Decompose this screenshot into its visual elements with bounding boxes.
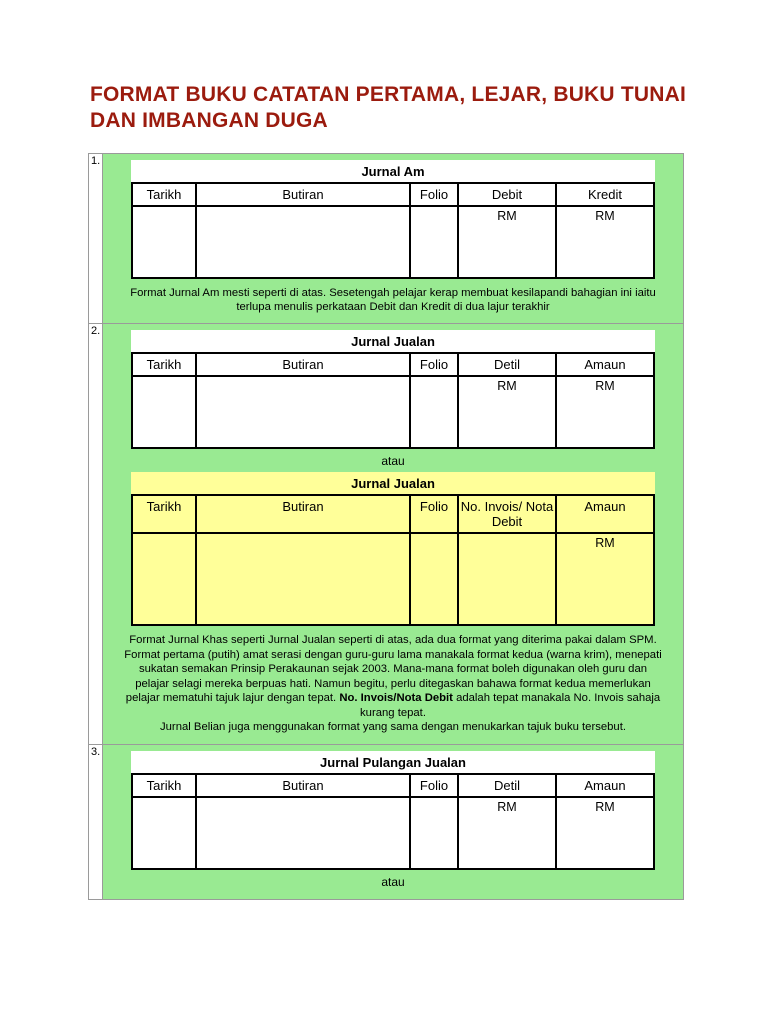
journal-title-jurnal-jualan-alt: Jurnal Jualan xyxy=(131,472,655,494)
atau-label-3: atau xyxy=(381,874,405,889)
column-header-folio: Folio xyxy=(410,495,458,533)
note-text-part1: Format Jurnal Khas seperti Jurnal Jualan seperti di atas, ada dua format yang diterima pakai dalam SPM. Format pertama (putih) amat serasi dengan guru-guru lama manakala format kedua (warna krim), menepati sukatan semakan Prinsip Perakaunan sejak 2003. Mana-mana format boleh digunakan oleh guru dan pelajar selagi mereka berpuas hati. Namun begitu, perlu ditegaskan bahawa format kedua memerlukan pelajar mematuhi tajuk lajur dengan tepat. xyxy=(124,634,662,705)
table-header-row xyxy=(132,353,654,376)
column-header-butiran: Butiran xyxy=(196,495,410,533)
journal-title-jurnal-am: Jurnal Am xyxy=(131,160,655,182)
table-row xyxy=(132,533,654,625)
cell-folio xyxy=(410,206,458,278)
cell-butiran xyxy=(196,533,410,625)
cell-tarikh xyxy=(132,376,196,448)
cell-folio xyxy=(410,533,458,625)
column-header-kredit: Kredit xyxy=(556,183,654,206)
atau-label-2: atau xyxy=(381,454,405,469)
journal-table-jurnal-jualan-white xyxy=(131,352,655,449)
section-note-2 xyxy=(113,626,673,737)
section-content-3 xyxy=(103,745,683,899)
cell-butiran xyxy=(196,206,410,278)
cell-tarikh xyxy=(132,533,196,625)
column-header-tarikh: Tarikh xyxy=(132,774,196,797)
table-row xyxy=(132,797,654,869)
cell-no-invois xyxy=(458,533,556,625)
note-text-part3: Jurnal Belian juga menggunakan format yang sama dengan menukarkan tajuk buku tersebut. xyxy=(160,721,626,734)
cell-amaun-rm: RM xyxy=(556,797,654,869)
journal-title-jurnal-pulangan-jualan: Jurnal Pulangan Jualan xyxy=(131,751,655,773)
column-header-folio: Folio xyxy=(410,183,458,206)
column-header-butiran: Butiran xyxy=(196,774,410,797)
column-header-no-invois-nota-debit: No. Invois/ Nota Debit xyxy=(458,495,556,533)
section-number-3: 3. xyxy=(89,745,103,899)
section-row-1 xyxy=(89,154,683,325)
journal-table-jurnal-jualan-yellow xyxy=(131,494,655,626)
section-note-1: Format Jurnal Am mesti seperti di atas. Sesetengah pelajar kerap membuat kesilapandi bahagian ini iaitu terlupa menulis perkataan Debit dan Kredit di dua lajur terakhir xyxy=(130,286,656,313)
table-header-row xyxy=(132,774,654,797)
column-header-butiran: Butiran xyxy=(196,183,410,206)
section-number-1: 1. xyxy=(89,154,103,324)
document-body xyxy=(88,153,684,900)
section-row-3 xyxy=(89,745,683,899)
column-header-detil: Detil xyxy=(458,774,556,797)
note-text-bold: No. Invois/Nota Debit xyxy=(339,692,453,705)
table-header-row xyxy=(132,183,654,206)
journal-table-jurnal-pulangan-jualan xyxy=(131,773,655,870)
journal-table-jurnal-am xyxy=(131,182,655,279)
cell-folio xyxy=(410,797,458,869)
cell-detil-rm: RM xyxy=(458,797,556,869)
cell-tarikh xyxy=(132,206,196,278)
column-header-amaun: Amaun xyxy=(556,353,654,376)
table-row xyxy=(132,206,654,278)
cell-detil-rm: RM xyxy=(458,376,556,448)
column-header-tarikh: Tarikh xyxy=(132,353,196,376)
journal-title-jurnal-jualan: Jurnal Jualan xyxy=(131,330,655,352)
cell-butiran xyxy=(196,376,410,448)
cell-tarikh xyxy=(132,797,196,869)
cell-amaun-rm: RM xyxy=(556,376,654,448)
column-header-tarikh: Tarikh xyxy=(132,183,196,206)
section-content-1 xyxy=(103,154,683,324)
cell-folio xyxy=(410,376,458,448)
column-header-amaun: Amaun xyxy=(556,495,654,533)
table-header-row xyxy=(132,495,654,533)
section-row-2 xyxy=(89,324,683,744)
table-row xyxy=(132,376,654,448)
column-header-butiran: Butiran xyxy=(196,353,410,376)
cell-amaun-rm: RM xyxy=(556,533,654,625)
cell-kredit-rm: RM xyxy=(556,206,654,278)
note-text-part2: adalah tepat manakala No. Invois sahaja kurang tepat. xyxy=(360,692,661,719)
cell-butiran xyxy=(196,797,410,869)
page-title: FORMAT BUKU CATATAN PERTAMA, LEJAR, BUKU TUNAI DAN IMBANGAN DUGA xyxy=(90,83,686,133)
cell-debit-rm: RM xyxy=(458,206,556,278)
section-content-2 xyxy=(103,324,683,743)
column-header-tarikh: Tarikh xyxy=(132,495,196,533)
column-header-folio: Folio xyxy=(410,774,458,797)
column-header-debit: Debit xyxy=(458,183,556,206)
section-number-2: 2. xyxy=(89,324,103,743)
column-header-amaun: Amaun xyxy=(556,774,654,797)
column-header-detil: Detil xyxy=(458,353,556,376)
column-header-folio: Folio xyxy=(410,353,458,376)
